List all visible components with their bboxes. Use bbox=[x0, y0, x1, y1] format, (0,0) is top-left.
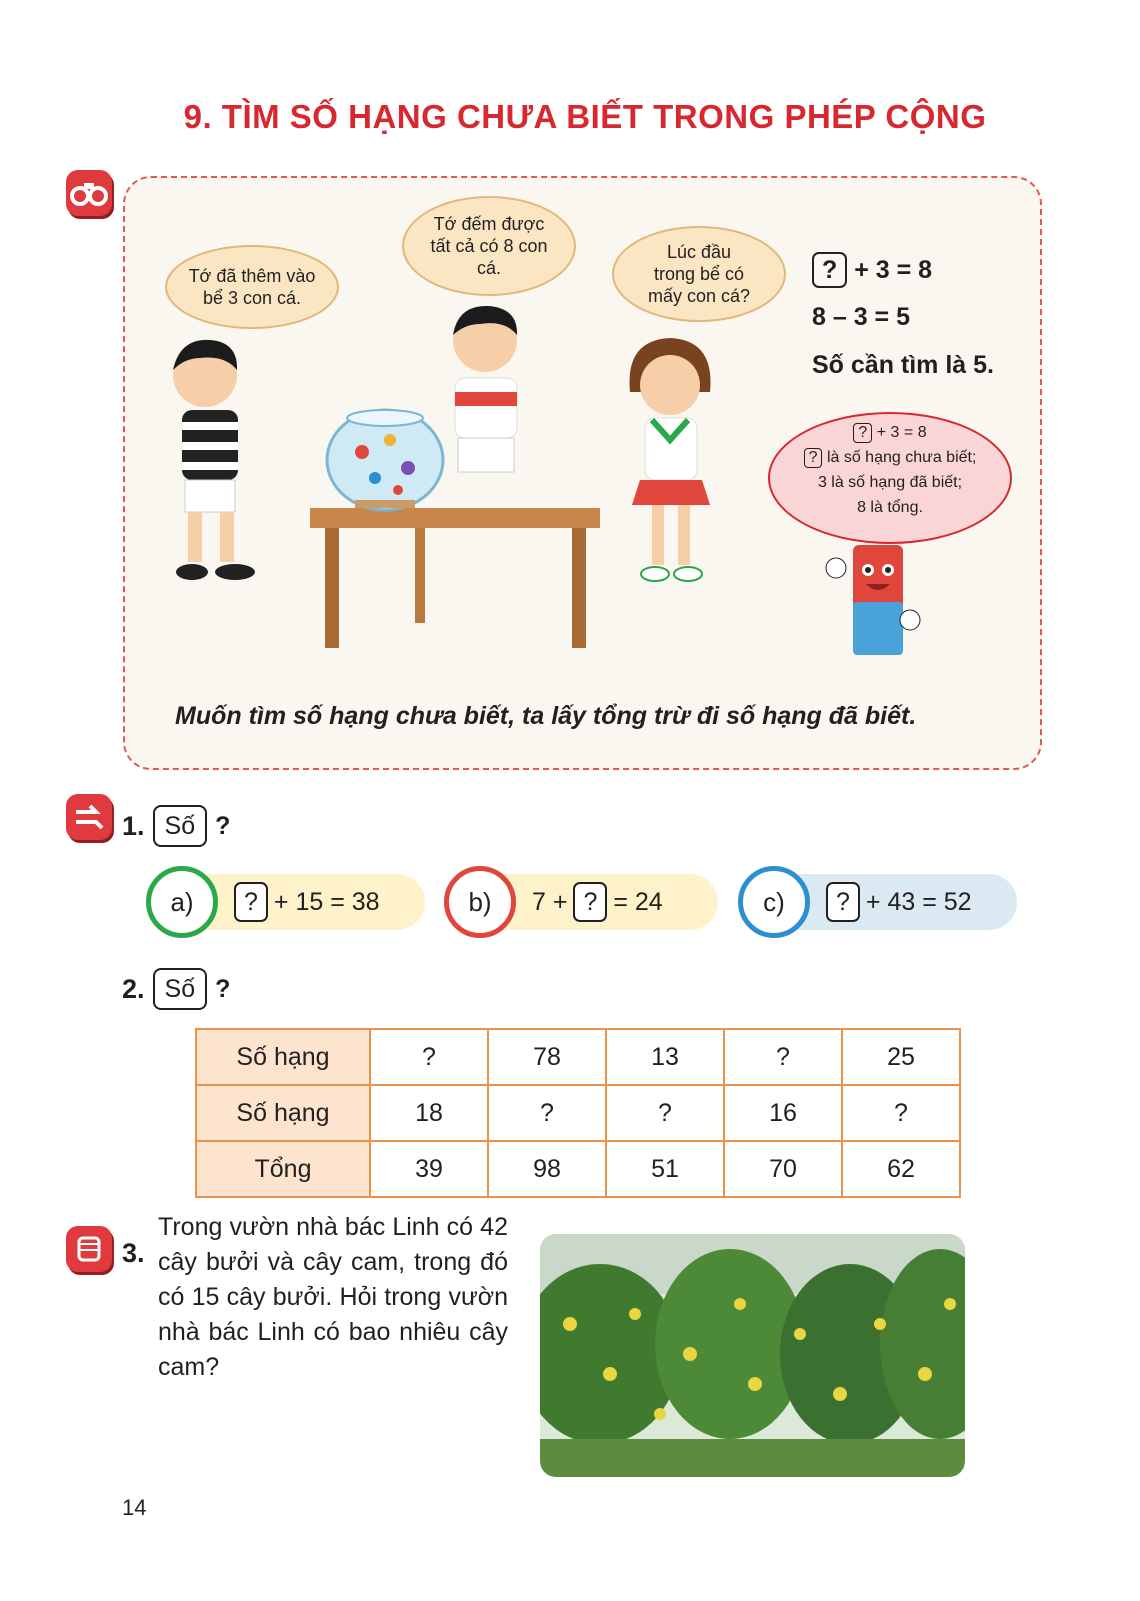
table-row: Tổng 39 98 51 70 62 bbox=[196, 1141, 960, 1197]
speech-bubble-boy-left: Tớ đã thêm vào bể 3 con cá. bbox=[165, 245, 339, 329]
exercise-1b: b) 7 + ? = 24 bbox=[448, 874, 718, 930]
label-circle-b: b) bbox=[444, 866, 516, 938]
addends-table bbox=[195, 1028, 961, 1198]
boy-middle-illustration bbox=[453, 306, 517, 472]
girl-illustration bbox=[630, 338, 711, 581]
arrows-icon bbox=[66, 794, 112, 840]
answer-box-b[interactable]: ? bbox=[573, 882, 607, 922]
unknown-box: ? bbox=[812, 252, 847, 288]
exercise-1-heading: 1. Số ? bbox=[122, 805, 230, 847]
page-number: 14 bbox=[122, 1495, 147, 1520]
exercise-3-number: 3. bbox=[122, 1238, 145, 1268]
table-row: Số hạng 18 ? ? 16 ? bbox=[196, 1085, 960, 1141]
equation-answer: Số cần tìm là 5. bbox=[812, 351, 995, 379]
exercise-1c: c) ? + 43 = 52 bbox=[742, 874, 1017, 930]
page-title: 9. TÌM SỐ HẠNG CHƯA BIẾT TRONG PHÉP CỘNG bbox=[183, 98, 987, 135]
classroom-illustration bbox=[140, 300, 780, 660]
table-row: Số hạng ? 78 13 ? 25 bbox=[196, 1029, 960, 1085]
label-circle-c: c) bbox=[738, 866, 810, 938]
fishbowl-illustration bbox=[327, 410, 443, 510]
boy-left-illustration bbox=[173, 340, 255, 580]
rule-statement: Muốn tìm số hạng chưa biết, ta lấy tổng trừ đi số hạng đã biết. bbox=[175, 702, 917, 730]
binoculars-icon bbox=[66, 170, 112, 216]
so-box: Số bbox=[153, 968, 208, 1010]
eraser-mascot-illustration bbox=[818, 540, 928, 665]
so-box: Số bbox=[153, 805, 208, 847]
exercise-1a: a) ? + 15 = 38 bbox=[150, 874, 425, 930]
answer-box-c[interactable]: ? bbox=[826, 882, 860, 922]
note-bubble: ? + 3 = 8 ? là số hạng chưa biết; 3 là số hạng đã biết; 8 là tổng. bbox=[768, 412, 1012, 544]
equation-unknown: ? + 3 = 8 bbox=[812, 252, 932, 288]
fist-icon bbox=[66, 1226, 112, 1272]
exercise-2-heading: 2. Số ? bbox=[122, 968, 230, 1010]
speech-bubble-boy-middle: Tớ đếm được tất cả có 8 con cá. bbox=[402, 196, 576, 296]
speech-bubble-girl: Lúc đầu trong bể có mấy con cá? bbox=[612, 226, 786, 322]
table-illustration bbox=[310, 508, 600, 648]
answer-box-a[interactable]: ? bbox=[234, 882, 268, 922]
exercise-3-problem: Trong vườn nhà bác Linh có 42 cây bưởi và cây cam, trong đó có 15 cây bưởi. Hỏi trong vườn nhà bác Linh có bao nhiêu cây cam? bbox=[158, 1213, 508, 1381]
equation-subtraction: 8 – 3 = 5 bbox=[812, 303, 910, 331]
label-circle-a: a) bbox=[146, 866, 218, 938]
orchard-photo bbox=[540, 1234, 965, 1477]
